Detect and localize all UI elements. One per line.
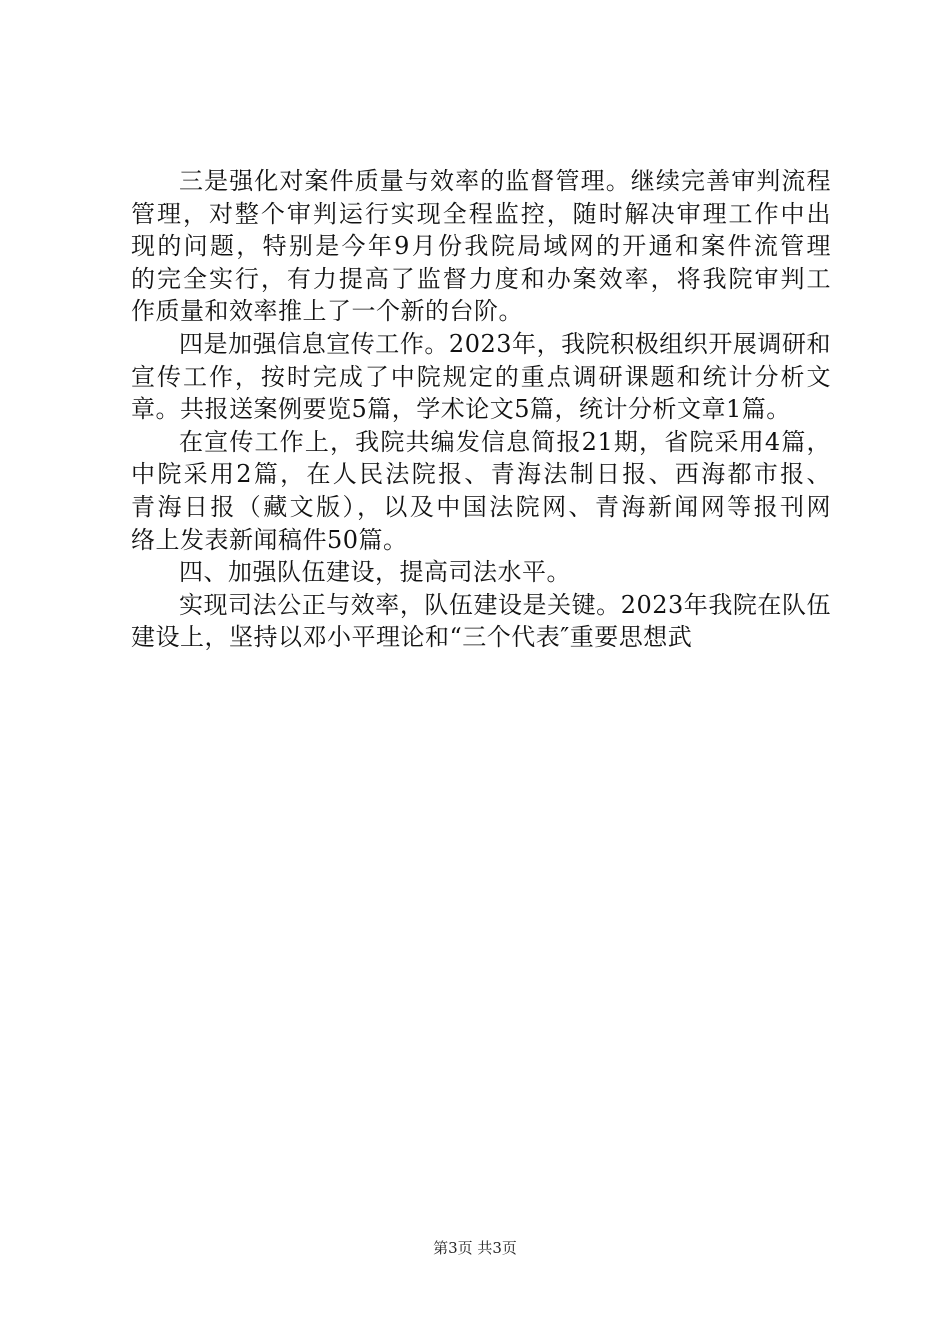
paragraph-line: 四是加强信息宣传工作。2023年，我院积极组织开展调研和 [179,329,831,358]
paragraph-line: 章。共报送案例要览5篇，学术论文5篇，统计分析文章1篇。 [131,395,791,424]
paragraph-line: 中院采用2篇，在人民法院报、青海法制日报、西海都市报、 [131,460,831,489]
paragraph-line: 现的问题，特别是今年9月份我院局域网的开通和案件流管理 [131,232,831,261]
paragraph-line: 青海日报（藏文版），以及中国法院网、青海新闻网等报刊网 [131,492,831,521]
paragraph-line: 建设上，坚持以邓小平理论和“三个代表″重要思想武 [131,623,693,652]
paragraph-line: 宣传工作，按时完成了中院规定的重点调研课题和统计分析文 [131,362,831,391]
paragraph-line: 络上发表新闻稿件50篇。 [131,525,408,554]
paragraph-line: 实现司法公正与效率，队伍建设是关键。2023年我院在队伍 [179,590,831,619]
section-heading: 四、加强队伍建设，提高司法水平。 [179,558,571,587]
paragraph-line: 在宣传工作上，我院共编发信息简报21期，省院采用4篇， [179,427,831,456]
paragraph-line: 管理，对整个审判运行实现全程监控，随时解决审理工作中出 [131,199,831,228]
page-number-footer: 第3页 共3页 [433,1239,517,1257]
paragraph-line: 的完全实行，有力提高了监督力度和办案效率，将我院审判工 [131,264,831,293]
paragraph-line: 作质量和效率推上了一个新的台阶。 [131,297,523,326]
document-body [131,165,831,654]
paragraph-line: 三是强化对案件质量与效率的监督管理。继续完善审判流程 [179,167,831,195]
